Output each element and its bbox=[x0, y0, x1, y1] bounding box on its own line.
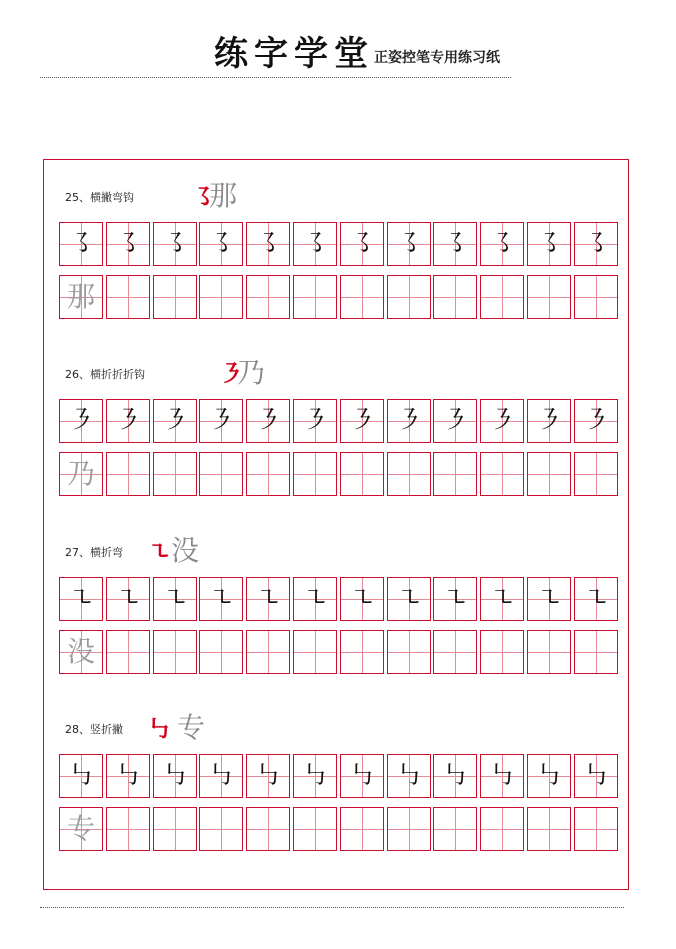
tianzige-cell[interactable] bbox=[527, 807, 571, 851]
stroke-glyph: ㇋ bbox=[395, 406, 422, 436]
tianzige-cell[interactable] bbox=[433, 222, 477, 266]
tianzige-cell[interactable] bbox=[199, 577, 243, 621]
stroke-glyph: ㇋ bbox=[254, 406, 281, 436]
tianzige-cell[interactable] bbox=[59, 452, 103, 496]
tianzige-cell[interactable] bbox=[387, 222, 431, 266]
stroke-glyph: ㇌ bbox=[395, 229, 422, 259]
tianzige-cell[interactable] bbox=[387, 275, 431, 319]
stroke-glyph: ㇍ bbox=[67, 584, 94, 614]
header-divider bbox=[40, 77, 511, 78]
section-header bbox=[59, 355, 619, 395]
tianzige-cell[interactable] bbox=[293, 275, 337, 319]
tianzige-cell[interactable] bbox=[106, 577, 150, 621]
tianzige-cell[interactable] bbox=[387, 630, 431, 674]
stroke-glyph: ㇋ bbox=[582, 406, 609, 436]
tianzige-cell[interactable] bbox=[433, 452, 477, 496]
tianzige-cell[interactable] bbox=[106, 754, 150, 798]
tianzige-cell[interactable] bbox=[199, 452, 243, 496]
stroke-glyph: ㇋ bbox=[348, 406, 375, 436]
stroke-glyph: ㇉ bbox=[488, 761, 515, 791]
stroke-glyph: ㇋ bbox=[67, 406, 94, 436]
tianzige-cell[interactable] bbox=[246, 452, 290, 496]
tianzige-cell[interactable] bbox=[433, 399, 477, 443]
tianzige-cell[interactable] bbox=[153, 399, 197, 443]
tianzige-cell[interactable] bbox=[433, 275, 477, 319]
tianzige-cell[interactable] bbox=[199, 275, 243, 319]
stroke-glyph: ㇉ bbox=[114, 761, 141, 791]
tianzige-cell[interactable] bbox=[106, 222, 150, 266]
tianzige-cell[interactable] bbox=[480, 754, 524, 798]
stroke-glyph: ㇉ bbox=[207, 761, 234, 791]
stroke-glyph: ㇍ bbox=[207, 584, 234, 614]
stroke-glyph: ㇉ bbox=[301, 761, 328, 791]
stroke-glyph: ㇉ bbox=[161, 761, 188, 791]
stroke-glyph: ㇋ bbox=[441, 406, 468, 436]
tianzige-cell[interactable] bbox=[480, 222, 524, 266]
stroke-glyph: ㇍ bbox=[582, 584, 609, 614]
stroke-glyph: ㇍ bbox=[254, 584, 281, 614]
tianzige-cell[interactable] bbox=[59, 754, 103, 798]
stroke-glyph: ㇍ bbox=[441, 584, 468, 614]
tianzige-cell[interactable] bbox=[527, 399, 571, 443]
tianzige-cell[interactable] bbox=[433, 577, 477, 621]
tianzige-cell[interactable] bbox=[246, 222, 290, 266]
stroke-name-label: 25、横撇弯钩 bbox=[65, 191, 134, 204]
tianzige-cell[interactable] bbox=[246, 807, 290, 851]
stroke-name-label: 28、竖折撇 bbox=[65, 723, 123, 736]
tianzige-cell[interactable] bbox=[293, 399, 337, 443]
stroke-glyph: ㇌ bbox=[582, 229, 609, 259]
character-practice-row bbox=[59, 807, 619, 851]
tianzige-cell[interactable] bbox=[153, 452, 197, 496]
tianzige-cell[interactable] bbox=[246, 630, 290, 674]
tianzige-cell[interactable] bbox=[574, 630, 618, 674]
stroke-glyph: ㇋ bbox=[488, 406, 515, 436]
example-character: 专 bbox=[177, 711, 206, 744]
tianzige-cell[interactable] bbox=[153, 754, 197, 798]
stroke-glyph: ㇋ bbox=[301, 406, 328, 436]
tianzige-cell[interactable] bbox=[527, 754, 571, 798]
tianzige-cell[interactable] bbox=[480, 807, 524, 851]
stroke-glyph: ㇌ bbox=[441, 229, 468, 259]
tianzige-cell[interactable] bbox=[433, 754, 477, 798]
tianzige-cell[interactable] bbox=[527, 630, 571, 674]
stroke-glyph: ㇉ bbox=[254, 761, 281, 791]
tianzige-cell[interactable] bbox=[340, 275, 384, 319]
tianzige-cell[interactable] bbox=[480, 630, 524, 674]
section-header bbox=[59, 710, 619, 750]
tianzige-cell[interactable] bbox=[340, 754, 384, 798]
example-character: 那 bbox=[209, 179, 238, 212]
stroke-glyph: ㇌ bbox=[301, 229, 328, 259]
tianzige-cell[interactable] bbox=[480, 399, 524, 443]
page-subtitle: 正姿控笔专用练习纸 bbox=[374, 50, 500, 66]
tianzige-cell[interactable] bbox=[153, 577, 197, 621]
tianzige-cell[interactable] bbox=[340, 630, 384, 674]
tianzige-cell[interactable] bbox=[59, 275, 103, 319]
character-practice-row bbox=[59, 452, 619, 496]
tianzige-cell[interactable] bbox=[340, 452, 384, 496]
tianzige-cell[interactable] bbox=[387, 399, 431, 443]
stroke-name-label: 27、横折弯 bbox=[65, 546, 123, 559]
tianzige-cell[interactable] bbox=[387, 754, 431, 798]
stroke-glyph: ㇍ bbox=[395, 584, 422, 614]
stroke-sample: ㇋ bbox=[219, 359, 243, 388]
stroke-glyph: ㇌ bbox=[114, 229, 141, 259]
tianzige-cell[interactable] bbox=[387, 452, 431, 496]
tianzige-cell[interactable] bbox=[480, 452, 524, 496]
tianzige-cell[interactable] bbox=[199, 222, 243, 266]
tianzige-cell[interactable] bbox=[293, 807, 337, 851]
stroke-glyph: ㇍ bbox=[348, 584, 375, 614]
tianzige-cell[interactable] bbox=[106, 630, 150, 674]
stroke-practice-row bbox=[59, 577, 619, 621]
stroke-glyph: ㇌ bbox=[488, 229, 515, 259]
stroke-name-label: 26、横折折折钩 bbox=[65, 368, 145, 381]
tianzige-cell[interactable] bbox=[153, 807, 197, 851]
tianzige-cell[interactable] bbox=[574, 577, 618, 621]
tianzige-cell[interactable] bbox=[340, 807, 384, 851]
stroke-glyph: ㇌ bbox=[207, 229, 234, 259]
stroke-glyph: ㇍ bbox=[488, 584, 515, 614]
tianzige-cell[interactable] bbox=[106, 807, 150, 851]
stroke-glyph: ㇉ bbox=[535, 761, 562, 791]
tianzige-cell[interactable] bbox=[340, 222, 384, 266]
tianzige-cell[interactable] bbox=[293, 222, 337, 266]
tianzige-cell[interactable] bbox=[59, 577, 103, 621]
tianzige-cell[interactable] bbox=[293, 630, 337, 674]
tianzige-cell[interactable] bbox=[246, 399, 290, 443]
tianzige-cell[interactable] bbox=[106, 452, 150, 496]
tianzige-cell[interactable] bbox=[574, 222, 618, 266]
tianzige-cell[interactable] bbox=[59, 222, 103, 266]
example-character: 乃 bbox=[237, 356, 266, 389]
tianzige-cell[interactable] bbox=[106, 399, 150, 443]
stroke-glyph: ㇍ bbox=[161, 584, 188, 614]
trace-character: 没 bbox=[66, 635, 95, 668]
tianzige-cell[interactable] bbox=[433, 807, 477, 851]
stroke-glyph: ㇌ bbox=[67, 229, 94, 259]
section-header bbox=[59, 178, 619, 218]
tianzige-cell[interactable] bbox=[527, 275, 571, 319]
stroke-glyph: ㇌ bbox=[161, 229, 188, 259]
stroke-glyph: ㇋ bbox=[161, 406, 188, 436]
tianzige-cell[interactable] bbox=[293, 452, 337, 496]
tianzige-cell[interactable] bbox=[153, 275, 197, 319]
tianzige-cell[interactable] bbox=[246, 754, 290, 798]
tianzige-cell[interactable] bbox=[246, 577, 290, 621]
example-character: 没 bbox=[171, 534, 200, 567]
character-practice-row bbox=[59, 275, 619, 319]
stroke-glyph: ㇉ bbox=[348, 761, 375, 791]
tianzige-cell[interactable] bbox=[153, 630, 197, 674]
tianzige-cell[interactable] bbox=[199, 399, 243, 443]
tianzige-cell[interactable] bbox=[340, 577, 384, 621]
stroke-sample: ㇍ bbox=[147, 537, 171, 566]
stroke-glyph: ㇉ bbox=[395, 761, 422, 791]
section-header bbox=[59, 533, 619, 573]
tianzige-cell[interactable] bbox=[246, 275, 290, 319]
tianzige-cell[interactable] bbox=[574, 275, 618, 319]
stroke-glyph: ㇌ bbox=[254, 229, 281, 259]
character-practice-row bbox=[59, 630, 619, 674]
stroke-glyph: ㇋ bbox=[114, 406, 141, 436]
tianzige-cell[interactable] bbox=[106, 275, 150, 319]
tianzige-cell[interactable] bbox=[340, 399, 384, 443]
trace-character: 那 bbox=[66, 280, 95, 313]
stroke-glyph: ㇋ bbox=[535, 406, 562, 436]
tianzige-cell[interactable] bbox=[527, 222, 571, 266]
stroke-practice-row bbox=[59, 399, 619, 443]
tianzige-cell[interactable] bbox=[387, 807, 431, 851]
trace-character: 专 bbox=[66, 812, 95, 845]
stroke-glyph: ㇉ bbox=[441, 761, 468, 791]
tianzige-cell[interactable] bbox=[153, 222, 197, 266]
stroke-sample: ㇉ bbox=[147, 714, 171, 743]
stroke-sample: ㇌ bbox=[191, 182, 215, 211]
tianzige-cell[interactable] bbox=[387, 577, 431, 621]
stroke-glyph: ㇍ bbox=[535, 584, 562, 614]
stroke-glyph: ㇌ bbox=[535, 229, 562, 259]
stroke-glyph: ㇍ bbox=[301, 584, 328, 614]
stroke-glyph: ㇉ bbox=[582, 761, 609, 791]
tianzige-cell[interactable] bbox=[433, 630, 477, 674]
footer-divider bbox=[40, 907, 624, 908]
tianzige-cell[interactable] bbox=[199, 754, 243, 798]
tianzige-cell[interactable] bbox=[480, 577, 524, 621]
stroke-glyph: ㇍ bbox=[114, 584, 141, 614]
tianzige-cell[interactable] bbox=[293, 754, 337, 798]
stroke-glyph: ㇌ bbox=[348, 229, 375, 259]
tianzige-cell[interactable] bbox=[574, 452, 618, 496]
tianzige-cell[interactable] bbox=[59, 399, 103, 443]
stroke-practice-row bbox=[59, 222, 619, 266]
trace-character: 乃 bbox=[66, 457, 95, 490]
stroke-glyph: ㇉ bbox=[67, 761, 94, 791]
tianzige-cell[interactable] bbox=[527, 577, 571, 621]
tianzige-cell[interactable] bbox=[574, 754, 618, 798]
stroke-practice-row bbox=[59, 754, 619, 798]
page-title: 练字学堂 bbox=[214, 34, 374, 74]
tianzige-cell[interactable] bbox=[574, 807, 618, 851]
tianzige-cell[interactable] bbox=[199, 630, 243, 674]
tianzige-cell[interactable] bbox=[480, 275, 524, 319]
tianzige-cell[interactable] bbox=[199, 807, 243, 851]
tianzige-cell[interactable] bbox=[293, 577, 337, 621]
stroke-glyph: ㇋ bbox=[207, 406, 234, 436]
tianzige-cell[interactable] bbox=[59, 630, 103, 674]
tianzige-cell[interactable] bbox=[59, 807, 103, 851]
tianzige-cell[interactable] bbox=[527, 452, 571, 496]
tianzige-cell[interactable] bbox=[574, 399, 618, 443]
